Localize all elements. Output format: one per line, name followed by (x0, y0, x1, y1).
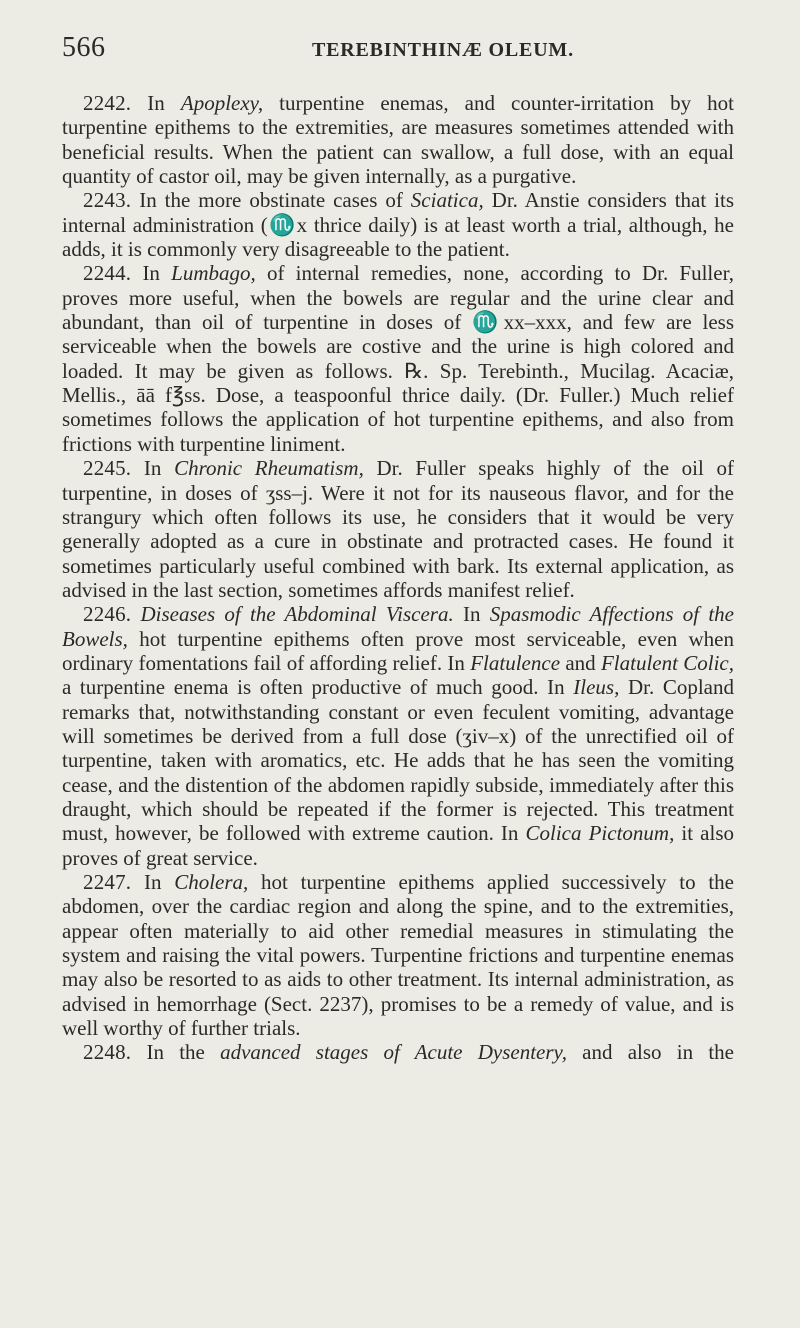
italic-text: Lumbago, (171, 261, 256, 286)
italic-text: Sciatica, (410, 188, 484, 213)
page-header (62, 32, 734, 62)
text-run: it also proves of great service. (62, 821, 735, 870)
text-run: a turpentine enema is often productive of much good. In (62, 675, 574, 700)
text-run: of internal remedies, none, according to Dr. Fuller, proves more useful, when the bowels are regular and the urine clear and abundant, than oil of turpentine in doses of ♏xx–xxx, and few are less serviceable when the bowels are costive and the urine is high colored and loaded. It may be given as follows. ℞. Sp. Terebinth., Mucilag. Acaciæ, Mellis., āā f℥ss. Dose, a teaspoonful thrice daily. (Dr. Fuller.) Much relief sometimes follows the application of hot turpentine epithems, and also from frictions with turpentine liniment. (62, 261, 734, 456)
text-run: In (131, 261, 172, 286)
page-number: 566 (62, 32, 106, 63)
italic-text: advanced stages of Acute Dysentery, (220, 1040, 567, 1065)
paragraph (62, 261, 734, 456)
text-run: In (131, 456, 175, 481)
paragraph (62, 602, 734, 870)
text-run: In (131, 870, 175, 894)
italic-text: Flatulence (470, 650, 561, 675)
text-run: hot turpentine epithems applied successively to the abdomen, over the cardiac region and along the spine, and to the extremities, appear often materially to aid other remedial measures in stimulating the system and raising the vital powers. Turpentine frictions and turpentine enemas may also be resorted to as aids to other treatment. Its internal administration, as advised in hemorrhage (Sect. 2237), promises to be a remedy of value, and is well worthy of further trials. (62, 870, 735, 1041)
paragraph (62, 188, 734, 261)
italic-text: Ileus, (573, 675, 620, 700)
text-run: In the more obstinate cases of (131, 188, 411, 213)
paragraph (62, 870, 734, 1040)
italic-text: Spasmodic Affections of the Bowels, (62, 602, 734, 651)
body-text (62, 91, 734, 1065)
text-run: Dr. Fuller speaks highly of the oil of turpentine, in doses of ʒss–j. Were it not for its nauseous flavor, and for the strangury which often follows its use, he considers that it would be very generally adopted as a cure in obstinate and protracted cases. He found it sometimes particularly useful combined with bark. Its external application, as advised in the last section, sometimes affords manifest relief. (62, 456, 734, 602)
text-run: and (560, 650, 601, 675)
text-run: Dr. Anstie considers that its internal administration (♏x thrice daily) is at least worth a trial, although, he adds, it is commonly very disagreeable to the patient. (62, 188, 734, 262)
text-run: turpentine enemas, and counter-irritation by hot turpentine epithems to the extremities, are measures sometimes attended with beneficial results. When the patient can swallow, a full dose, with an equal quantity of castor oil, may be given internally, as a purgative. (62, 91, 734, 189)
italic-text: Diseases of the Abdominal Viscera. (140, 602, 454, 627)
italic-text: Flatulent Colic, (600, 650, 734, 675)
text-run: In the (131, 1040, 221, 1065)
text-run (131, 602, 140, 626)
running-head: TEREBINTHINÆ OLEUM. (312, 39, 574, 61)
section-number: 2244. (83, 261, 132, 286)
section-number: 2246. (83, 602, 132, 627)
section-number: 2248. (83, 1040, 132, 1065)
italic-text: Apoplexy, (180, 91, 264, 115)
paragraph (62, 456, 734, 602)
text-run: In (453, 602, 490, 627)
section-number: 2242. (83, 91, 132, 115)
paragraph (62, 91, 734, 188)
section-number: 2243. (83, 188, 132, 213)
section-number: 2247. (83, 870, 132, 894)
text-run: hot turpentine epithems often prove most serviceable, even when ordinary fomentations fail of affording relief. In (62, 626, 734, 675)
text-run: Dr. Copland remarks that, notwithstanding constant or even feculent vomiting, advantage will sometimes be derived from a full dose (ʒiv–x) of the unrectified oil of turpentine, taken with aromatics, etc. He adds that he has seen the vomiting cease, and the distention of the abdomen rapidly subside, immediately after this draught, which should be repeated if the former is rejected. This treatment must, however, be followed with extreme caution. In (62, 675, 734, 846)
paragraph (62, 1040, 734, 1064)
italic-text: Cholera, (174, 870, 249, 894)
italic-text: Chronic Rheumatism, (174, 456, 364, 481)
text-run: and also in the (566, 1040, 735, 1065)
italic-text: Colica Pictonum, (525, 821, 675, 846)
text-run: In (131, 91, 181, 115)
section-number: 2245. (83, 456, 132, 481)
